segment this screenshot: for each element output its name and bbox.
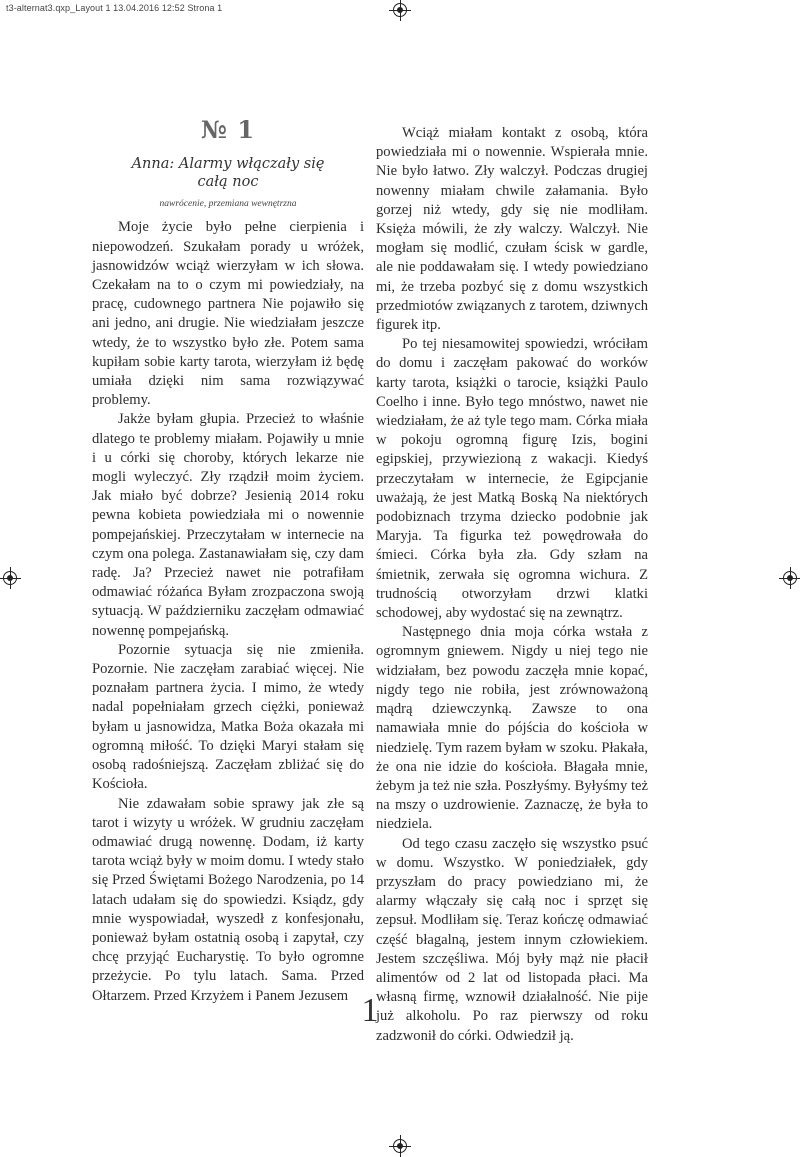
article-tagline: nawrócenie, przemiana wewnętrzna <box>159 199 297 210</box>
right-column <box>376 124 648 1046</box>
paragraph: Pozornie sytuacja się nie zmieniła. Pozornie. Nie zaczęłam zarabiać więcej. Nie poznałam partnera życia. I mimo, że wtedy nadal popełniałam grzech ciężki, ponieważ byłam u jasnowidza, Matka Boża okazała mi ogromną miłość. To dzięki Maryi stałam się osobą radośniejszą. Zaczęłam zbliżać się do Kościoła. <box>92 641 364 793</box>
registration-mark-bottom-icon <box>393 1139 407 1153</box>
paragraph: Jakże byłam głupia. Przecież to właśnie dlatego te problemy miałam. Pojawiły u mnie i u córki się choroby, których lekarze nie mogli wyleczyć. Zły rządził moim życiem. Jak miało być dobrze? Jesienią 2014 roku pewna kobieta powiedziała mi o nowennie pompejańskiej. Przeczytałam w internecie na czym ona polega. Zastanawiałam się, czy dam radę. Ja? Przecież nawet nie potrafiłam odmawiać różańca Byłam zrozpaczona swoją sytuacją. W październiku zaczęłam odmawiać nowennę pompejańską. <box>92 411 364 639</box>
paragraph: Moje życie było pełne cierpienia i niepowodzeń. Szukałam porady u wróżek, jasnowidzów wciąż wierzyłam w ich słowa. Czekałam na to o czym mi powiedziały, na pracę, cudownego partnera Nie pojawiło się ani jedno, ani drugie. Nie wiedziałam jeszcze wtedy, że to wszystko było złe. Potem sama kupiłam sobie karty tarota, wierzyłam iż będę umiała dzięki nim sama rozwiązywać problemy. <box>92 219 364 409</box>
paragraph: Wciąż miałam kontakt z osobą, która powiedziała mi o nowennie. Wspierała mnie. Nie było łatwo. Zły walczył. Podczas drugiej nowenny miałam chwile załamania. Było gorzej niż wtedy, gdy się nie modliłam. Księża mówili, że zły walczy. Walczył. Nie mogłam się modlić, czułam ścisk w gardle, ale nie poddawałam się. I wtedy powiedziano mi, że trzeba pozbyć się z domu wszystkich przedmiotów związanych z tarotem, dziwnych figurek itp. <box>376 125 648 334</box>
left-column <box>92 115 364 1006</box>
paragraph: Następnego dnia moja córka wstała z ogromnym gniewem. Nigdy u niej tego nie widziałam, bez powodu zaczęła mnie kopać, nigdy tego nie robiła, jest zrównoważoną mądrą dziewczynką. Zawsze to ona namawiała mnie do pójścia do kościoła w niedzielę. Tym razem byłam w szoku. Płakała, że ona nie idzie do kościoła. Błagała mnie, żebym ja też nie szła. Poszłyśmy. Byłyśmy też na mszy o uzdrowienie. Zaznaczę, że była to niedziela. <box>376 624 648 833</box>
registration-mark-left-icon <box>3 571 17 585</box>
paragraph: Nie zdawałam sobie sprawy jak złe są tarot i wizyty u wróżek. W grudniu zaczęłam odmawiać drugą nowennę. Dodam, iż karty tarota wciąż były w moim domu. I wtedy stało się Przed Świętami Bożego Narodzenia, po 14 latach udałam się do spowiedzi. Ksiądz, gdy mnie wyspowiadał, wyszedł z konfesjonału, ponieważ byłam ostatnią osobą i zapytał, czy chcę przyjąć Eucharystię. To było ogromne przeżycie. Po tylu latach. Sama. Przed Ołtarzem. Przed Krzyżem i Panem Jezusem <box>92 795 364 1004</box>
paragraph: Od tego czasu zaczęło się wszystko psuć w domu. Wszystko. W poniedziałek, gdy przyszłam do pracy powiedziano mi, że alarmy włączały się całą noc i sprzęt się zepsuł. Modliłam się. Teraz kończę odmawiać część błagalną, jestem innym człowiekiem. Jestem szczęśliwa. Mój były mąż nie płacił alimentów od 2 lat od listopada płaci. Ma własną firmę, wznowił działalność. Nie pije już alkoholu. Po raz pierwszy od roku zadzwonił do córki. Odwiedził ją. <box>376 835 648 1044</box>
registration-mark-top-icon <box>393 3 407 17</box>
paragraph: Po tej niesamowitej spowiedzi, wróciłam do domu i zaczęłam pakować do worków karty tarota, książki o tarocie, książki Paulo Coelho i inne. Było tego mnóstwo, nawet nie wiedziałam, że aż tyle tego mam. Córka miała w pokoju ogromną figurę Izis, bogini egipskiej, przywiezioną z wakacji. Kiedyś przeczytałam w internecie, że Egipcjanie uważają, że jest Matką Boską Na niektórych podobiznach trzyma dziecko podobnie jak Maryja. Ta figurka też powędrowała do śmieci. Córka była zła. Gdy szłam na śmietnik, zerwała się ogromna wichura. Z trudnością otworzyłam drzwi klatki schodowej, aby wydostać się na zewnątrz. <box>376 336 648 622</box>
article-number: № 1 <box>200 115 256 144</box>
registration-mark-right-icon <box>783 571 797 585</box>
print-slug: t3-alternat3.qxp_Layout 1 13.04.2016 12:52 Strona 1 <box>6 3 223 13</box>
article-title: Anna: Alarmy włączały się całą noc <box>131 156 325 191</box>
page-number: 1 <box>361 992 379 1029</box>
